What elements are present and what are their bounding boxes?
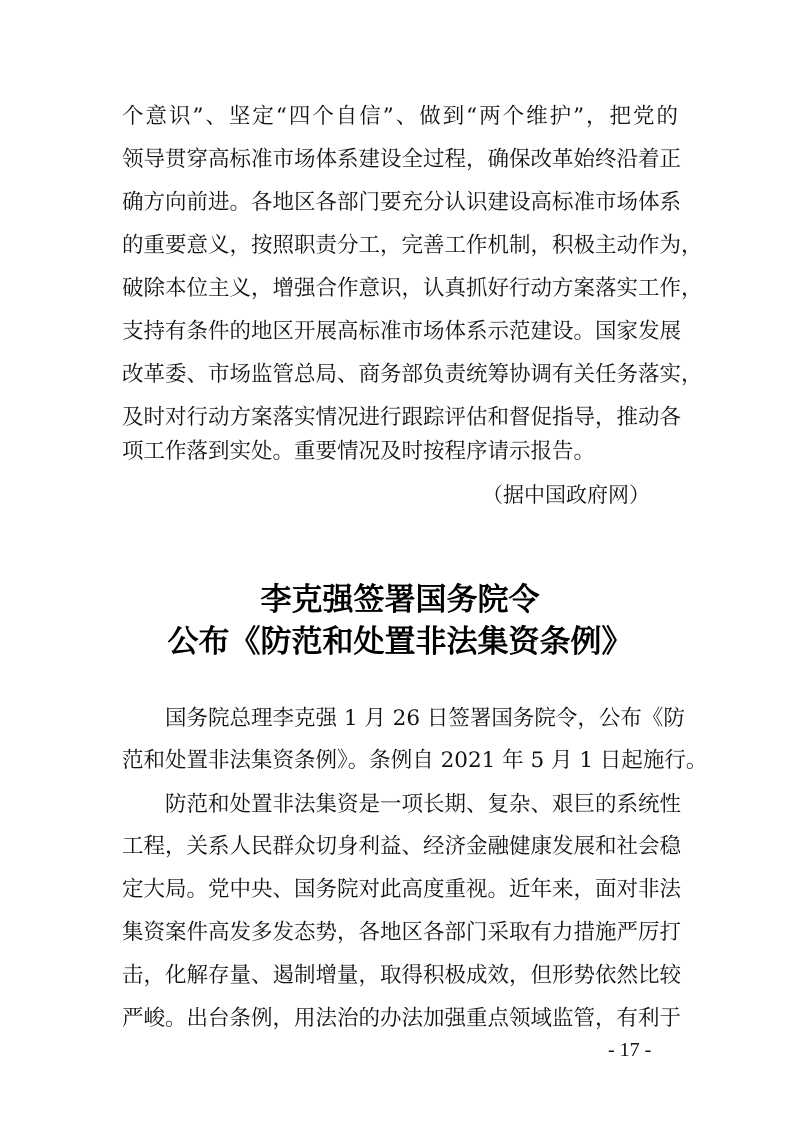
text-line: 防范和处置非法集资是一项长期、复杂、艰巨的系统性 (122, 792, 682, 817)
text-line: 的重要意义，按照职责分工，完善工作机制，积极主动作为， (122, 233, 703, 258)
text-line: 领导贯穿高标准市场体系建设全过程，确保改革始终沿着正 (122, 147, 682, 172)
article-title-line-2: 公布《防范和处置非法集资条例》 (167, 624, 633, 660)
text-line: 个意识”、坚定“四个自信”、做到“两个维护”，把党的 (122, 104, 678, 129)
text-line: 国务院总理李克强 1 月 26 日签署国务院令，公布《防 (122, 706, 685, 731)
text-line: 支持有条件的地区开展高标准市场体系示范建设。国家发展 (122, 319, 682, 344)
text-line: 改革委、市场监管总局、商务部负责统筹协调有关任务落实， (122, 362, 703, 387)
text-line: 范和处置非法集资条例》。条例自 2021 年 5 月 1 日起施行。 (122, 748, 708, 773)
text-line: 项工作落到实处。重要情况及时按程序请示报告。 (122, 439, 596, 464)
text-line: 严峻。出台条例，用法治的办法加强重点领域监管，有利于 (122, 1006, 682, 1031)
text-line: 确方向前进。各地区各部门要充分认识建设高标准市场体系 (122, 190, 682, 215)
text-line: 击，化解存量、遏制增量，取得积极成效，但形势依然比较 (122, 963, 682, 988)
article-title-line-1: 李克强签署国务院令 (260, 582, 540, 618)
text-line: 破除本位主义，增强合作意识，认真抓好行动方案落实工作， (122, 276, 703, 301)
text-line: 工程，关系人民群众切身利益、经济金融健康发展和社会稳 (122, 834, 682, 859)
page-number: - 17 - (608, 1039, 652, 1061)
text-line: 定大局。党中央、国务院对此高度重视。近年来，面对非法 (122, 877, 682, 902)
source-attribution: （据中国政府网） (482, 483, 650, 507)
text-line: 集资案件高发多发态势，各地区各部门采取有力措施严厉打 (122, 920, 682, 945)
text-line: 及时对行动方案落实情况进行跟踪评估和督促指导，推动各 (122, 405, 682, 430)
